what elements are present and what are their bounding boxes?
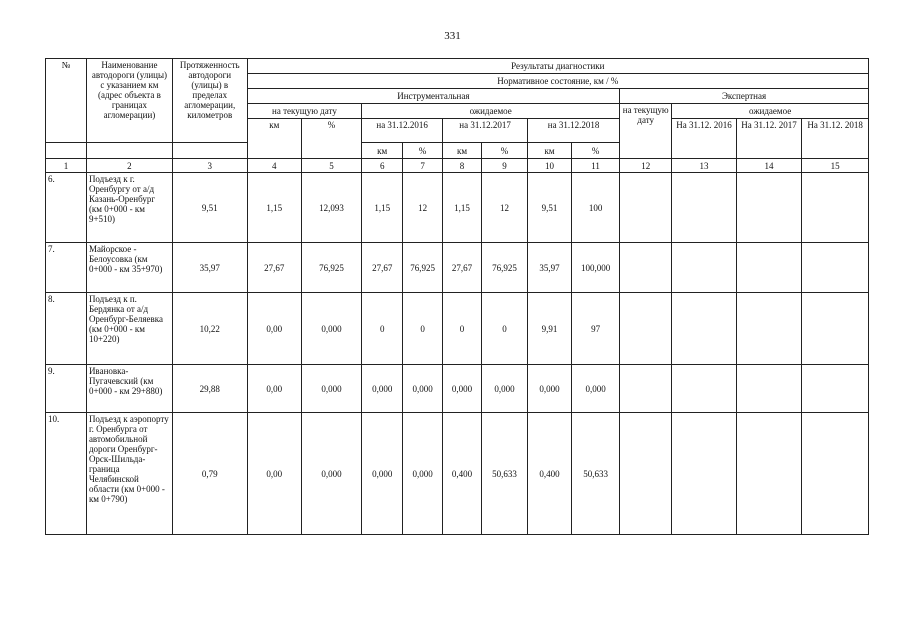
row-pct-2018: 50,633 — [572, 413, 620, 535]
row-cur-km: 27,67 — [247, 243, 301, 293]
row-km-2017: 1,15 — [443, 173, 482, 243]
row-name: Подъезд к аэропорту г. Оренбурга от автомобильной дороги Оренбург-Орск-Шильда-граница Челябинской области (км 0+000 - км 0+790) — [86, 413, 172, 535]
table-row — [46, 293, 869, 365]
row-km-2017: 0,400 — [443, 413, 482, 535]
row-name: Майорское - Белоусовка (км 0+000 - км 35+970) — [86, 243, 172, 293]
col-number: 13 — [672, 159, 736, 173]
header-expert: Экспертная — [620, 89, 869, 104]
row-cur-km: 0,00 — [247, 413, 301, 535]
row-pct-2016: 0,000 — [403, 413, 443, 535]
diagnostics-table — [45, 58, 869, 535]
row-num: 9. — [46, 365, 87, 413]
col-number: 11 — [572, 159, 620, 173]
row-pct-2016: 0,000 — [403, 365, 443, 413]
row-km-2018: 0,400 — [528, 413, 572, 535]
row-cur-km: 0,00 — [247, 293, 301, 365]
header-km-2016: км — [362, 143, 403, 159]
row-length: 35,97 — [172, 243, 247, 293]
header-pct-2016: % — [403, 143, 443, 159]
row-pct-2016: 76,925 — [403, 243, 443, 293]
table-row — [46, 365, 869, 413]
header-pct-2018: % — [572, 143, 620, 159]
col-number: 7 — [403, 159, 443, 173]
row-pct-2017: 50,633 — [481, 413, 527, 535]
header-km-2017: км — [443, 143, 482, 159]
header-km-2018: км — [528, 143, 572, 159]
header-expert-expected: ожидаемое — [672, 104, 869, 119]
row-num: 10. — [46, 413, 87, 535]
table-row — [46, 173, 869, 243]
col-number: 2 — [86, 159, 172, 173]
row-cur-pct: 0,000 — [301, 293, 361, 365]
row-cur-pct: 76,925 — [301, 243, 361, 293]
row-length: 10,22 — [172, 293, 247, 365]
header-instrumental: Инструментальная — [247, 89, 619, 104]
header-km: км — [247, 119, 301, 159]
row-length: 29,88 — [172, 365, 247, 413]
header-current-date: на текущую дату — [247, 104, 362, 119]
row-name: Подъезд к п. Бердянка от а/д Оренбург-Беляевка (км 0+000 - км 10+220) — [86, 293, 172, 365]
row-km-2016: 1,15 — [362, 173, 403, 243]
row-cur-pct: 12,093 — [301, 173, 361, 243]
row-km-2016: 27,67 — [362, 243, 403, 293]
header-results: Результаты диагностики — [247, 59, 868, 74]
row-num: 6. — [46, 173, 87, 243]
header-length: Протяженность автодороги (улицы) в пределах агломерации, километров — [172, 59, 247, 143]
row-cur-km: 0,00 — [247, 365, 301, 413]
col-number: 12 — [620, 159, 672, 173]
col-number: 5 — [301, 159, 361, 173]
header-expected: ожидаемое — [362, 104, 620, 119]
row-cur-pct: 0,000 — [301, 413, 361, 535]
row-km-2017: 0,000 — [443, 365, 482, 413]
row-num: 8. — [46, 293, 87, 365]
page-number: 331 — [444, 30, 461, 42]
row-km-2017: 27,67 — [443, 243, 482, 293]
header-pct-2017: % — [481, 143, 527, 159]
col-number: 8 — [443, 159, 482, 173]
header-date-2017: на 31.12.2017 — [443, 119, 528, 143]
row-km-2018: 9,51 — [528, 173, 572, 243]
row-cur-pct: 0,000 — [301, 365, 361, 413]
header-name: Наименование автодороги (улицы) с указанием км (адрес объекта в границах агломерации) — [86, 59, 172, 143]
row-pct-2018: 100 — [572, 173, 620, 243]
row-km-2018: 9,91 — [528, 293, 572, 365]
row-km-2016: 0,000 — [362, 413, 403, 535]
header-pct: % — [301, 119, 361, 159]
col-number: 10 — [528, 159, 572, 173]
table-row — [46, 243, 869, 293]
row-km-2017: 0 — [443, 293, 482, 365]
col-number: 9 — [481, 159, 527, 173]
col-number: 14 — [736, 159, 802, 173]
header-exp-2016: На 31.12. 2016 — [672, 119, 736, 159]
header-date-2018: на 31.12.2018 — [528, 119, 620, 143]
col-number: 15 — [802, 159, 869, 173]
row-length: 9,51 — [172, 173, 247, 243]
header-num: № — [46, 59, 87, 143]
row-name: Ивановка-Пугачевский (км 0+000 - км 29+880) — [86, 365, 172, 413]
col-number: 6 — [362, 159, 403, 173]
row-pct-2017: 76,925 — [481, 243, 527, 293]
header-exp-2017: На 31.12. 2017 — [736, 119, 802, 159]
header-expert-current: на текущую дату — [620, 104, 672, 159]
row-num: 7. — [46, 243, 87, 293]
col-number: 3 — [172, 159, 247, 173]
row-pct-2016: 0 — [403, 293, 443, 365]
col-number: 4 — [247, 159, 301, 173]
row-length: 0,79 — [172, 413, 247, 535]
row-pct-2017: 12 — [481, 173, 527, 243]
row-pct-2018: 100,000 — [572, 243, 620, 293]
table-row — [46, 413, 869, 535]
row-km-2016: 0,000 — [362, 365, 403, 413]
row-name: Подъезд к г. Оренбургу от а/д Казань-Оренбург (км 0+000 - км 9+510) — [86, 173, 172, 243]
header-exp-2018: На 31.12. 2018 — [802, 119, 869, 159]
row-km-2016: 0 — [362, 293, 403, 365]
col-number: 1 — [46, 159, 87, 173]
row-pct-2017: 0 — [481, 293, 527, 365]
row-cur-km: 1,15 — [247, 173, 301, 243]
row-pct-2018: 0,000 — [572, 365, 620, 413]
header-normative: Нормативное состояние, км / % — [247, 74, 868, 89]
row-pct-2016: 12 — [403, 173, 443, 243]
row-pct-2017: 0,000 — [481, 365, 527, 413]
row-km-2018: 0,000 — [528, 365, 572, 413]
row-km-2018: 35,97 — [528, 243, 572, 293]
header-date-2016: на 31.12.2016 — [362, 119, 443, 143]
row-pct-2018: 97 — [572, 293, 620, 365]
